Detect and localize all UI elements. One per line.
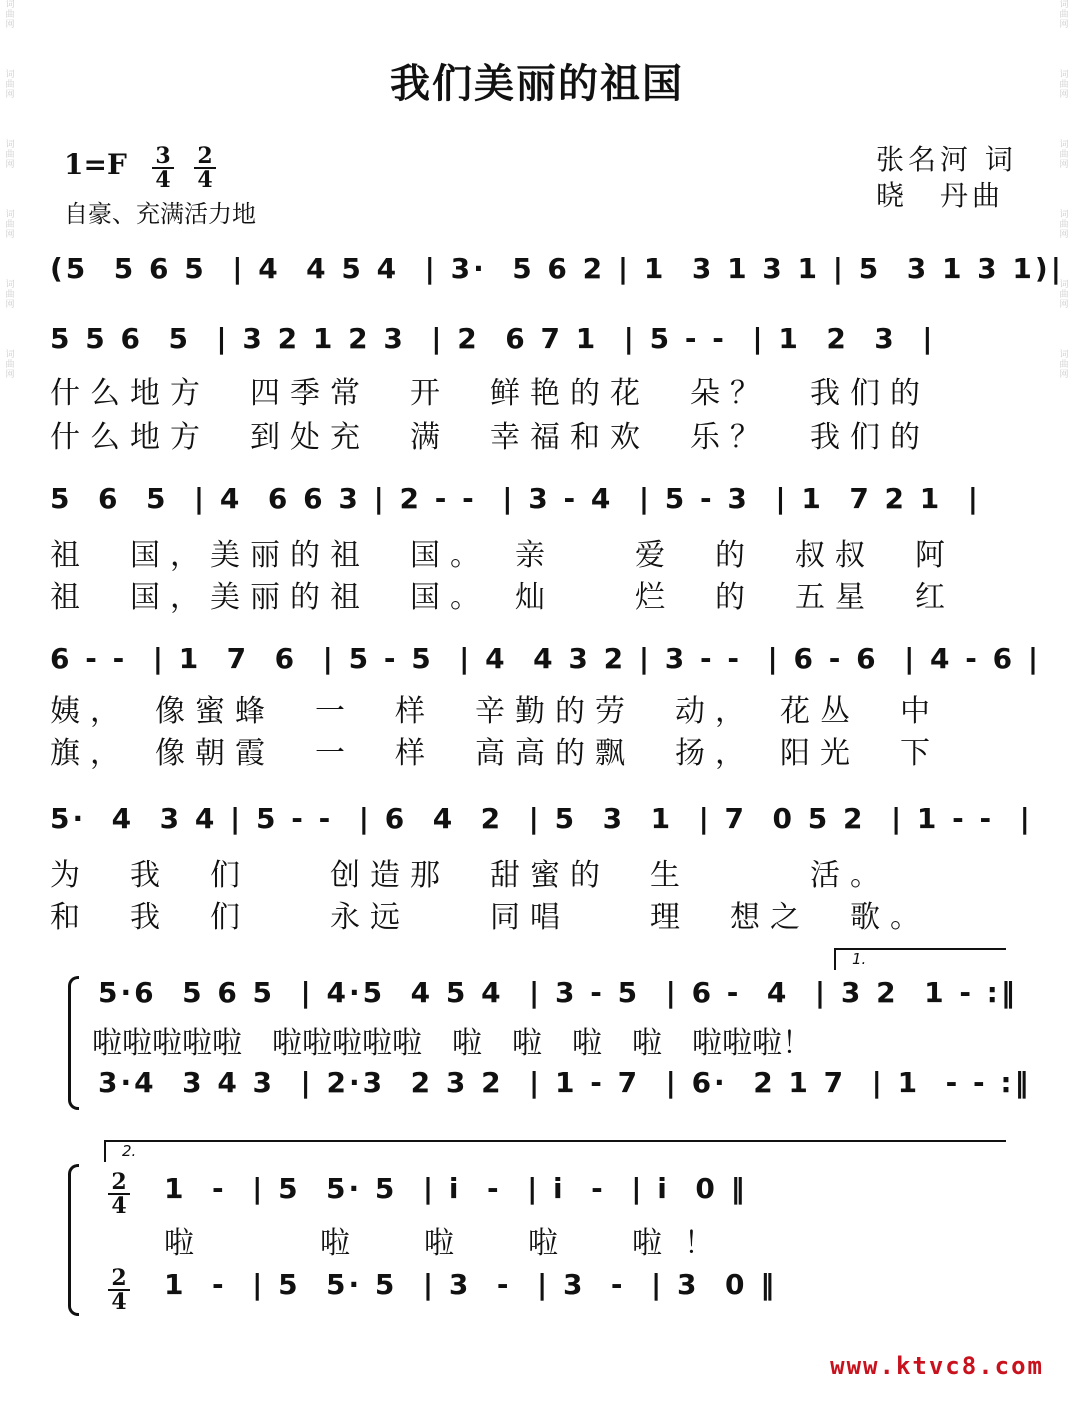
time-signature-chorus-lower: 2 4 (108, 1268, 130, 1312)
lyricist-credit: 张名河 词 (876, 143, 1017, 176)
song-title: 我们美丽的祖国 (390, 60, 684, 107)
system-brace (68, 1164, 79, 1316)
lyrics-verse-2: 和 我 们 永远 同唱 理 想之 歌。 (50, 900, 930, 935)
first-ending-bracket: 1. (834, 948, 1006, 970)
notation-row: (5 5 6 5 | 4 4 5 4 | 3· 5 6 2 | 1 3 1 3 1 | 5 3 1 3 1)| (50, 252, 1064, 285)
site-watermark: www.ktvc8.com (830, 1352, 1044, 1380)
side-watermark-left: 词曲网 词曲网 词曲网 词曲网 词曲网 词曲网 (5, 0, 15, 380)
notation-lower: 3·4 3 4 3 | 2·3 2 3 2 | 1 - 7 | 6· 2 1 7 | 1 - - :‖ (98, 1066, 1032, 1099)
time-signature-2: 2 4 (194, 146, 216, 190)
notation-upper: 1 - | 5 5· 5 | i - | i - | i 0 ‖ (164, 1172, 748, 1205)
notation-row: 5 5 6 5 | 3 2 1 2 3 | 2 6 7 1 | 5 - - | 1 2 3 | (50, 322, 936, 355)
second-ending-bracket: 2. (104, 1140, 1006, 1162)
time-signature-1: 3 4 (152, 146, 174, 190)
lyrics-verse-2: 祖 国，美丽的祖 国。 灿 烂 的 五星 红 (50, 580, 955, 615)
chorus-lyrics: 啦啦啦啦啦 啦啦啦啦啦 啦 啦 啦 啦 啦啦啦！ (92, 1026, 812, 1061)
lyrics-verse-1: 姨， 像蜜蜂 一 样 辛勤的劳 动， 花丛 中 (50, 694, 940, 729)
system-brace (68, 976, 79, 1110)
composer-credit: 晓 丹曲 (876, 179, 1005, 212)
lyrics-verse-2: 旗， 像朝霞 一 样 高高的飘 扬， 阳光 下 (50, 736, 940, 771)
side-watermark-right: 词曲网 词曲网 词曲网 词曲网 词曲网 词曲网 (1059, 0, 1069, 380)
key-signature: 1=F (64, 148, 127, 181)
notation-row: 5 6 5 | 4 6 6 3 | 2 - - | 3 - 4 | 5 - 3 | 1 7 2 1 | (50, 482, 981, 515)
lyrics-verse-1: 祖 国，美丽的祖 国。 亲 爱 的 叔叔 阿 (50, 538, 955, 573)
chorus-ending-lyrics: 啦 啦 啦 啦 啦！ (164, 1226, 736, 1261)
lyrics-verse-2: 什么地方 到处充 满 幸福和欢 乐？ 我们的 (50, 420, 930, 455)
notation-upper: 5·6 5 6 5 | 4·5 4 5 4 | 3 - 5 | 6 - 4 | 3 2 1 - :‖ (98, 976, 1018, 1009)
lyrics-verse-1: 为 我 们 创造那 甜蜜的 生 活。 (50, 858, 890, 893)
lyrics-verse-1: 什么地方 四季常 开 鲜艳的花 朵？ 我们的 (50, 376, 930, 411)
notation-lower: 1 - | 5 5· 5 | 3 - | 3 - | 3 0 ‖ (164, 1268, 778, 1301)
tempo-marking: 自豪、充满活力地 (64, 200, 256, 228)
time-signature-chorus-upper: 2 4 (108, 1172, 130, 1216)
notation-row: 5· 4 3 4 | 5 - - | 6 4 2 | 5 3 1 | 7 0 5 2 | 1 - - | (50, 802, 1033, 835)
notation-row: 6 - - | 1 7 6 | 5 - 5 | 4 4 3 2 | 3 - - | 6 - 6 | 4 - 6 | (50, 642, 1042, 675)
